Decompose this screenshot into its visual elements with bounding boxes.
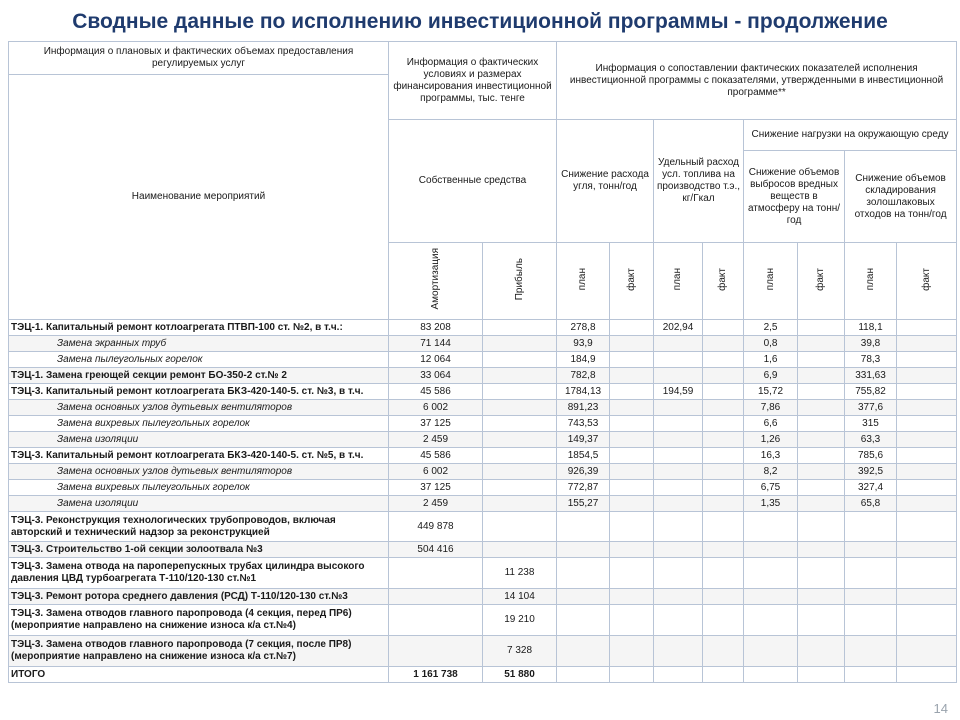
cell-coal-fact <box>610 384 654 400</box>
cell-ash-fact <box>897 416 957 432</box>
row-name: ТЭЦ-3. Замена отводов главного паропровода (4 секция, перед ПР6) (мероприятие направлено на снижение износа к/а ст.№4) <box>9 605 389 636</box>
row-name: Замена вихревых пылеугольных горелок <box>9 416 389 432</box>
cell-ash-plan <box>845 558 897 589</box>
cell-em-fact <box>798 542 845 558</box>
cell-em-fact <box>798 464 845 480</box>
header-fact-emissions: факт <box>815 267 827 291</box>
cell-coal-plan <box>557 605 610 636</box>
cell-em-fact <box>798 605 845 636</box>
header-ash-storage: Снижение объемов складирования золошлаковых отходов на тонн/год <box>845 151 957 243</box>
cell-ash-fact <box>897 464 957 480</box>
table-row <box>9 496 957 512</box>
page-number: 14 <box>933 701 948 716</box>
cell-fuel-plan <box>654 667 703 683</box>
cell-ash-plan: 785,6 <box>845 448 897 464</box>
total-row <box>9 667 957 683</box>
cell-fuel-fact <box>703 336 744 352</box>
cell-coal-fact <box>610 605 654 636</box>
row-name: Замена экранных труб <box>9 336 389 352</box>
cell-profit <box>483 542 557 558</box>
cell-ash-plan: 315 <box>845 416 897 432</box>
cell-coal-plan: 926,39 <box>557 464 610 480</box>
cell-em-fact <box>798 558 845 589</box>
row-name: ТЭЦ-3. Реконструкция технологических трубопроводов, включая авторский и технический надзор за реконструкцией <box>9 512 389 542</box>
investment-table <box>8 41 957 683</box>
cell-coal-plan: 782,8 <box>557 368 610 384</box>
cell-coal-fact <box>610 448 654 464</box>
cell-amort: 6 002 <box>389 464 483 480</box>
table-row <box>9 416 957 432</box>
table-row <box>9 512 957 542</box>
cell-amort: 2 459 <box>389 432 483 448</box>
cell-profit: 14 104 <box>483 589 557 605</box>
cell-profit <box>483 448 557 464</box>
cell-ash-fact <box>897 352 957 368</box>
cell-em-plan: 8,2 <box>744 464 798 480</box>
cell-ash-plan <box>845 605 897 636</box>
cell-coal-fact <box>610 667 654 683</box>
cell-ash-plan: 327,4 <box>845 480 897 496</box>
cell-ash-fact <box>897 368 957 384</box>
cell-em-plan: 1,26 <box>744 432 798 448</box>
cell-fuel-plan <box>654 605 703 636</box>
cell-profit <box>483 432 557 448</box>
cell-profit <box>483 480 557 496</box>
header-finance: Информация о фактических условиях и размерах финансирования инвестиционной программы, тыс. тенге <box>389 42 557 120</box>
cell-amort <box>389 589 483 605</box>
cell-ash-fact <box>897 667 957 683</box>
cell-fuel-plan <box>654 496 703 512</box>
row-name: Замена изоляции <box>9 432 389 448</box>
row-name: ТЭЦ-3. Ремонт ротора среднего давления (РСД) Т-110/120-130 ст.№3 <box>9 589 389 605</box>
table-row <box>9 558 957 589</box>
row-name: Замена основных узлов дутьевых вентиляторов <box>9 400 389 416</box>
cell-profit <box>483 496 557 512</box>
row-name: Замена пылеугольных горелок <box>9 352 389 368</box>
header-specific-fuel: Удельный расход усл. топлива на производство т.э., кг/Гкал <box>654 120 744 243</box>
table-row <box>9 368 957 384</box>
cell-coal-plan <box>557 542 610 558</box>
cell-fuel-fact <box>703 542 744 558</box>
cell-fuel-fact <box>703 384 744 400</box>
cell-fuel-fact <box>703 320 744 336</box>
cell-em-plan: 7,86 <box>744 400 798 416</box>
row-name: ИТОГО <box>9 667 389 683</box>
header-emissions: Снижение объемов выбросов вредных веществ в атмосферу на тонн/год <box>744 151 845 243</box>
cell-ash-plan: 755,82 <box>845 384 897 400</box>
cell-fuel-plan <box>654 336 703 352</box>
cell-fuel-fact <box>703 464 744 480</box>
cell-amort: 504 416 <box>389 542 483 558</box>
header-services: Информация о плановых и фактических объемах предоставления регулируемых услуг <box>9 42 389 75</box>
cell-fuel-plan <box>654 480 703 496</box>
cell-amort: 6 002 <box>389 400 483 416</box>
cell-fuel-plan <box>654 400 703 416</box>
cell-fuel-plan <box>654 416 703 432</box>
header-fact-ash: факт <box>920 267 932 291</box>
cell-profit <box>483 464 557 480</box>
table-row <box>9 448 957 464</box>
header-env-load: Снижение нагрузки на окружающую среду <box>744 120 957 151</box>
cell-coal-fact <box>610 320 654 336</box>
cell-em-plan: 2,5 <box>744 320 798 336</box>
cell-amort: 37 125 <box>389 480 483 496</box>
cell-em-fact <box>798 636 845 667</box>
cell-ash-plan: 377,6 <box>845 400 897 416</box>
cell-em-fact <box>798 336 845 352</box>
cell-em-plan: 6,6 <box>744 416 798 432</box>
cell-em-fact <box>798 368 845 384</box>
cell-fuel-plan <box>654 448 703 464</box>
cell-em-plan <box>744 667 798 683</box>
cell-em-plan: 16,3 <box>744 448 798 464</box>
cell-coal-fact <box>610 352 654 368</box>
row-name: ТЭЦ-3. Замена отвода на пароперепускных трубах цилиндра высокого давления ЦВД турбоагрегата Т-110/120-130 ст.№1 <box>9 558 389 589</box>
header-coal-reduction: Снижение расхода угля, тонн/год <box>557 120 654 243</box>
cell-ash-plan: 392,5 <box>845 464 897 480</box>
cell-ash-plan: 78,3 <box>845 352 897 368</box>
cell-coal-plan: 278,8 <box>557 320 610 336</box>
cell-fuel-fact <box>703 480 744 496</box>
cell-ash-fact <box>897 512 957 542</box>
cell-coal-plan: 149,37 <box>557 432 610 448</box>
cell-em-fact <box>798 589 845 605</box>
cell-profit <box>483 512 557 542</box>
row-name: ТЭЦ-1. Капитальный ремонт котлоагрегата ПТВП-100 ст. №2, в т.ч.: <box>9 320 389 336</box>
row-name: Замена вихревых пылеугольных горелок <box>9 480 389 496</box>
cell-em-fact <box>798 512 845 542</box>
cell-em-fact <box>798 448 845 464</box>
cell-amort: 83 208 <box>389 320 483 336</box>
row-name: ТЭЦ-3. Замена отводов главного паропровода (7 секция, после ПР8) (мероприятие направлено на снижение износа к/а ст.№7) <box>9 636 389 667</box>
header-activity-name: Наименование мероприятий <box>9 75 389 320</box>
cell-ash-fact <box>897 432 957 448</box>
cell-ash-plan <box>845 589 897 605</box>
cell-em-fact <box>798 384 845 400</box>
cell-fuel-plan <box>654 636 703 667</box>
cell-ash-fact <box>897 320 957 336</box>
cell-fuel-fact <box>703 667 744 683</box>
cell-profit <box>483 320 557 336</box>
cell-coal-plan <box>557 558 610 589</box>
cell-coal-fact <box>610 558 654 589</box>
cell-amort <box>389 605 483 636</box>
cell-em-plan <box>744 605 798 636</box>
cell-profit <box>483 368 557 384</box>
cell-coal-fact <box>610 416 654 432</box>
cell-ash-fact <box>897 336 957 352</box>
cell-fuel-plan <box>654 558 703 589</box>
cell-em-plan <box>744 512 798 542</box>
cell-fuel-fact <box>703 558 744 589</box>
cell-amort: 1 161 738 <box>389 667 483 683</box>
row-name: ТЭЦ-3. Строительство 1-ой секции золоотвала №3 <box>9 542 389 558</box>
cell-amort: 71 144 <box>389 336 483 352</box>
cell-em-plan <box>744 558 798 589</box>
cell-em-plan <box>744 636 798 667</box>
cell-em-plan: 15,72 <box>744 384 798 400</box>
cell-profit <box>483 416 557 432</box>
cell-coal-fact <box>610 496 654 512</box>
cell-fuel-plan <box>654 512 703 542</box>
cell-amort: 12 064 <box>389 352 483 368</box>
cell-coal-fact <box>610 464 654 480</box>
table-row <box>9 384 957 400</box>
cell-profit <box>483 384 557 400</box>
cell-ash-fact <box>897 496 957 512</box>
row-name: Замена изоляции <box>9 496 389 512</box>
cell-coal-fact <box>610 589 654 605</box>
cell-amort: 449 878 <box>389 512 483 542</box>
cell-ash-fact <box>897 589 957 605</box>
cell-coal-fact <box>610 512 654 542</box>
cell-coal-plan: 1784,13 <box>557 384 610 400</box>
cell-em-fact <box>798 400 845 416</box>
table-row <box>9 480 957 496</box>
cell-profit <box>483 352 557 368</box>
table-row <box>9 542 957 558</box>
slide-title: Сводные данные по исполнению инвестиционной программы - продолжение <box>72 10 888 33</box>
cell-amort: 33 064 <box>389 368 483 384</box>
table-row <box>9 589 957 605</box>
cell-profit <box>483 336 557 352</box>
cell-em-plan: 1,6 <box>744 352 798 368</box>
cell-ash-plan <box>845 667 897 683</box>
cell-fuel-plan: 202,94 <box>654 320 703 336</box>
table-row <box>9 352 957 368</box>
cell-coal-plan <box>557 667 610 683</box>
cell-em-fact <box>798 496 845 512</box>
cell-ash-plan <box>845 636 897 667</box>
row-name: ТЭЦ-3. Капитальный ремонт котлоагрегата БКЗ-420-140-5. ст. №5, в т.ч. <box>9 448 389 464</box>
cell-em-fact <box>798 480 845 496</box>
cell-coal-plan: 155,27 <box>557 496 610 512</box>
cell-profit: 7 328 <box>483 636 557 667</box>
cell-em-plan: 6,75 <box>744 480 798 496</box>
cell-fuel-fact <box>703 432 744 448</box>
header-plan-emissions: план <box>764 267 776 291</box>
cell-ash-plan <box>845 542 897 558</box>
cell-ash-plan: 39,8 <box>845 336 897 352</box>
cell-coal-plan: 772,87 <box>557 480 610 496</box>
cell-fuel-plan: 194,59 <box>654 384 703 400</box>
cell-coal-plan: 891,23 <box>557 400 610 416</box>
cell-ash-fact <box>897 384 957 400</box>
cell-amort: 45 586 <box>389 384 483 400</box>
cell-ash-plan: 63,3 <box>845 432 897 448</box>
row-name: ТЭЦ-3. Капитальный ремонт котлоагрегата БКЗ-420-140-5. ст. №3, в т.ч. <box>9 384 389 400</box>
header-fact-coal: факт <box>625 267 637 291</box>
cell-amort <box>389 636 483 667</box>
cell-coal-fact <box>610 636 654 667</box>
cell-fuel-plan <box>654 464 703 480</box>
cell-ash-fact <box>897 636 957 667</box>
cell-coal-fact <box>610 432 654 448</box>
cell-em-plan <box>744 589 798 605</box>
cell-fuel-fact <box>703 496 744 512</box>
cell-coal-plan: 184,9 <box>557 352 610 368</box>
cell-ash-plan: 331,63 <box>845 368 897 384</box>
header-plan-coal: план <box>577 267 589 291</box>
cell-fuel-fact <box>703 352 744 368</box>
cell-ash-fact <box>897 605 957 636</box>
table-row <box>9 432 957 448</box>
cell-coal-plan <box>557 512 610 542</box>
cell-fuel-fact <box>703 448 744 464</box>
header-amortization: Амортизация <box>429 248 441 310</box>
cell-em-fact <box>798 667 845 683</box>
cell-coal-fact <box>610 400 654 416</box>
cell-amort: 2 459 <box>389 496 483 512</box>
table-row <box>9 320 957 336</box>
cell-fuel-plan <box>654 589 703 605</box>
cell-ash-fact <box>897 400 957 416</box>
cell-fuel-fact <box>703 400 744 416</box>
table-body <box>9 320 957 683</box>
cell-em-fact <box>798 416 845 432</box>
cell-ash-fact <box>897 480 957 496</box>
cell-em-plan: 0,8 <box>744 336 798 352</box>
table-row <box>9 336 957 352</box>
cell-amort: 37 125 <box>389 416 483 432</box>
cell-fuel-plan <box>654 352 703 368</box>
cell-coal-fact <box>610 480 654 496</box>
cell-coal-fact <box>610 368 654 384</box>
cell-em-plan: 6,9 <box>744 368 798 384</box>
table-row <box>9 400 957 416</box>
cell-em-fact <box>798 352 845 368</box>
header-own-funds: Собственные средства <box>389 120 557 243</box>
cell-fuel-fact <box>703 512 744 542</box>
header-plan-ash: план <box>864 267 876 291</box>
table-row <box>9 605 957 636</box>
table-row <box>9 464 957 480</box>
cell-ash-plan <box>845 512 897 542</box>
cell-coal-fact <box>610 542 654 558</box>
cell-coal-plan: 1854,5 <box>557 448 610 464</box>
cell-em-plan <box>744 542 798 558</box>
table-row <box>9 636 957 667</box>
cell-ash-plan: 118,1 <box>845 320 897 336</box>
cell-profit: 11 238 <box>483 558 557 589</box>
cell-fuel-fact <box>703 416 744 432</box>
header-compare: Информация о сопоставлении фактических показателей исполнения инвестиционной программы с показателями, утвержденными в инвестиционной программе** <box>557 42 957 120</box>
cell-amort: 45 586 <box>389 448 483 464</box>
cell-fuel-fact <box>703 589 744 605</box>
cell-em-plan: 1,35 <box>744 496 798 512</box>
cell-ash-fact <box>897 448 957 464</box>
cell-em-fact <box>798 320 845 336</box>
cell-coal-fact <box>610 336 654 352</box>
cell-em-fact <box>798 432 845 448</box>
header-profit: Прибыль <box>513 257 525 301</box>
row-name: Замена основных узлов дутьевых вентиляторов <box>9 464 389 480</box>
cell-fuel-fact <box>703 605 744 636</box>
cell-fuel-fact <box>703 368 744 384</box>
cell-ash-plan: 65,8 <box>845 496 897 512</box>
cell-coal-plan: 743,53 <box>557 416 610 432</box>
cell-ash-fact <box>897 558 957 589</box>
cell-ash-fact <box>897 542 957 558</box>
cell-fuel-plan <box>654 432 703 448</box>
cell-coal-plan: 93,9 <box>557 336 610 352</box>
cell-fuel-fact <box>703 636 744 667</box>
cell-profit: 51 880 <box>483 667 557 683</box>
cell-profit: 19 210 <box>483 605 557 636</box>
cell-coal-plan <box>557 636 610 667</box>
cell-fuel-plan <box>654 542 703 558</box>
cell-amort <box>389 558 483 589</box>
header-plan-fuel: план <box>672 267 684 291</box>
header-fact-fuel: факт <box>717 267 729 291</box>
cell-profit <box>483 400 557 416</box>
cell-coal-plan <box>557 589 610 605</box>
cell-fuel-plan <box>654 368 703 384</box>
row-name: ТЭЦ-1. Замена греющей секции ремонт БО-350-2 ст.№ 2 <box>9 368 389 384</box>
